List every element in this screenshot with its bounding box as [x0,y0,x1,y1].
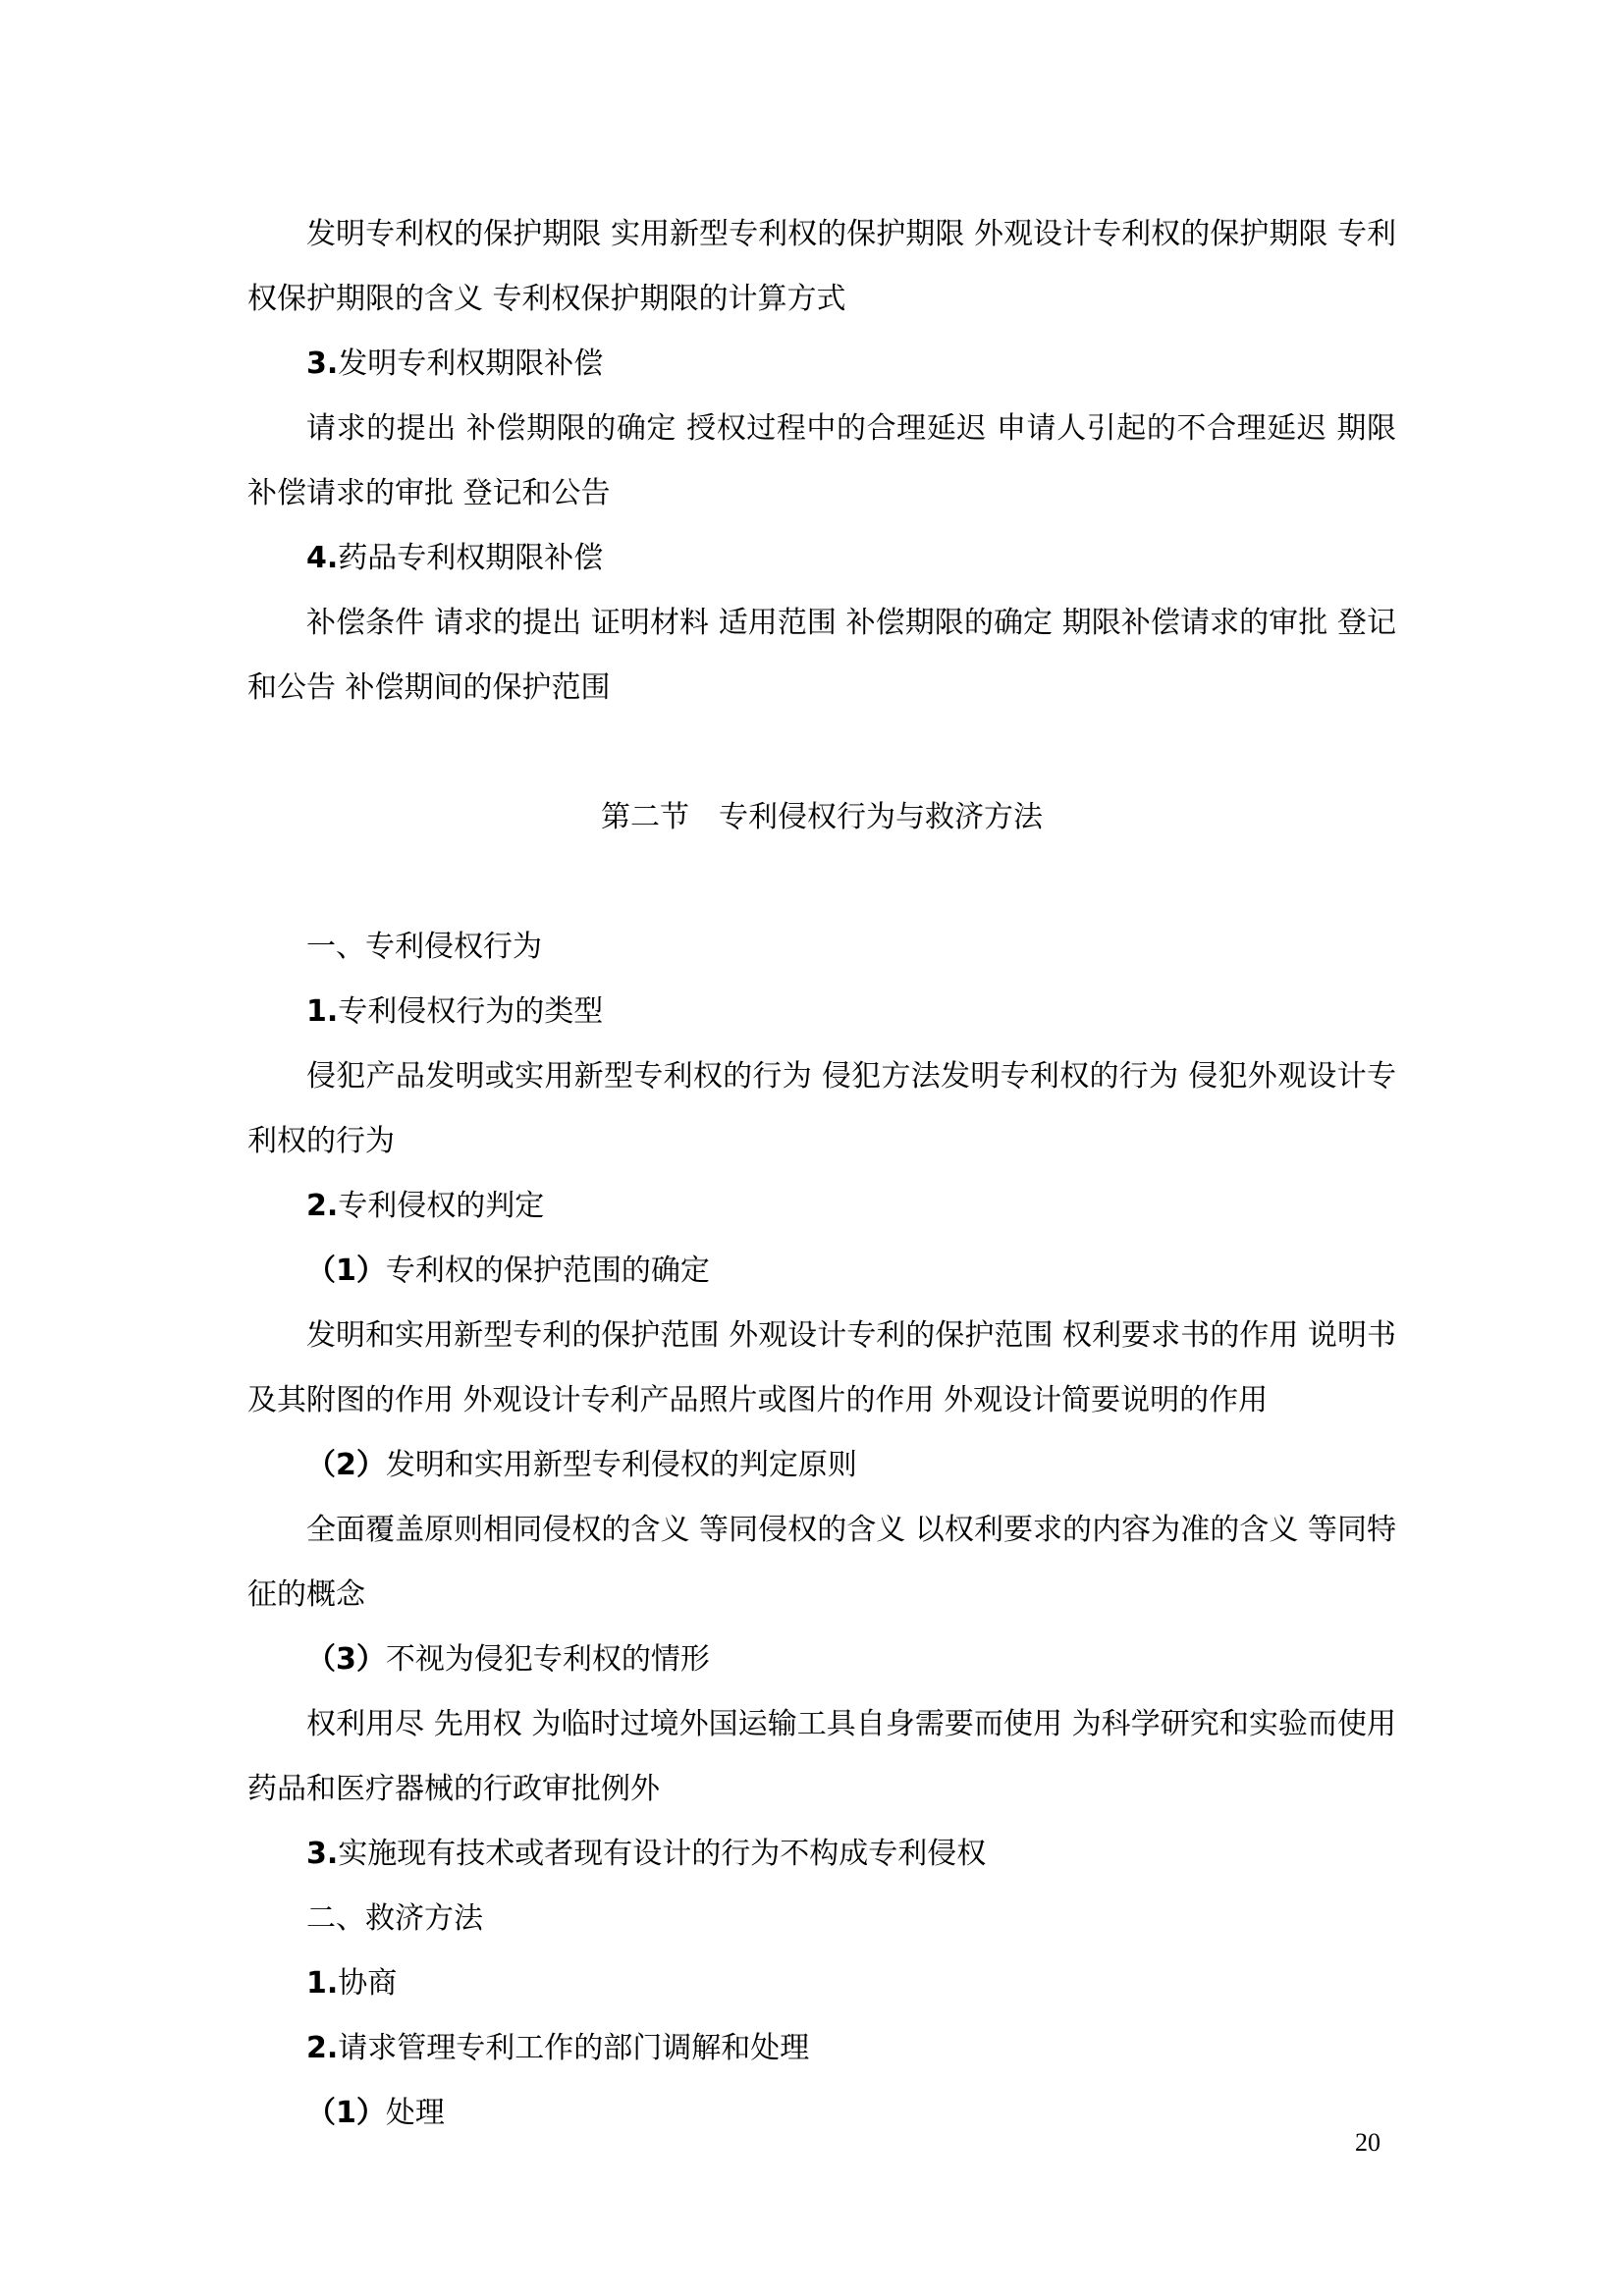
heading-number: 1. [306,1966,339,2001]
heading [247,332,1396,397]
heading [247,1951,1396,2016]
heading-number: （2） [306,1448,386,1482]
section-title: 第二节 专利侵权行为与救济方法 [601,800,1043,834]
heading-number: 4. [306,541,339,575]
heading-number: （1） [306,1254,386,1288]
top-paragraphs [247,202,1396,721]
heading-text: 专利权的保护范围的确定 [385,1254,710,1288]
heading-text: 不视为侵犯专利权的情形 [385,1642,710,1677]
heading-text: 药品专利权期限补偿 [338,541,604,575]
heading-text: 发明和实用新型专利侵权的判定原则 [385,1448,857,1482]
body-paragraph: 补偿条件 请求的提出 证明材料 适用范围 补偿期限的确定 期限补偿请求的审批 登记和公告 补偿期间的保护范围 [247,606,1396,705]
heading-number: （3） [306,1642,386,1677]
heading [247,1433,1396,1498]
body-paragraph: 发明专利权的保护期限 实用新型专利权的保护期限 外观设计专利权的保护期限 专利权保护期限的含义 专利权保护期限的计算方式 [247,217,1396,316]
heading [247,1628,1396,1692]
body-paragraph: 全面覆盖原则相同侵权的含义 等同侵权的含义 以权利要求的内容为准的含义 等同特征的概念 [247,1513,1396,1612]
heading-number: 3. [306,347,339,381]
heading [247,2081,1396,2146]
heading [247,915,1396,980]
heading-number: 1. [306,994,339,1029]
heading [247,980,1396,1044]
heading-text: 专利侵权的判定 [338,1189,545,1223]
heading [247,1174,1396,1239]
heading-number: （1） [306,2096,386,2130]
heading-text: 一、专利侵权行为 [306,930,542,964]
heading-text: 二、救济方法 [306,1901,483,1936]
heading-text: 专利侵权行为的类型 [338,994,604,1029]
heading-number: 2. [306,2031,339,2065]
heading-number: 3. [306,1837,339,1871]
heading-number: 2. [306,1189,339,1223]
heading [247,1239,1396,1304]
heading [247,2016,1396,2081]
heading [247,526,1396,591]
heading-text: 请求管理专利工作的部门调解和处理 [338,2031,810,2065]
heading-text: 协商 [338,1966,398,2001]
page-number: 20 [1355,2128,1380,2157]
document-body [247,202,1396,2146]
body-paragraph: 侵犯产品发明或实用新型专利权的行为 侵犯方法发明专利权的行为 侵犯外观设计专利权的行为 [247,1059,1396,1158]
body-paragraph: 发明和实用新型专利的保护范围 外观设计专利的保护范围 权利要求书的作用 说明书及其附图的作用 外观设计专利产品照片或图片的作用 外观设计简要说明的作用 [247,1318,1396,1417]
body-paragraph: 请求的提出 补偿期限的确定 授权过程中的合理延迟 申请人引起的不合理延迟 期限补偿请求的审批 登记和公告 [247,411,1396,510]
heading [247,1887,1396,1951]
bottom-paragraphs [247,915,1396,2146]
heading-text: 处理 [385,2096,445,2130]
heading [247,1822,1396,1887]
heading-text: 实施现有技术或者现有设计的行为不构成专利侵权 [338,1837,987,1871]
body-paragraph: 权利用尽 先用权 为临时过境外国运输工具自身需要而使用 为科学研究和实验而使用 药品和医疗器械的行政审批例外 [247,1707,1396,1806]
heading-text: 发明专利权期限补偿 [338,347,604,381]
